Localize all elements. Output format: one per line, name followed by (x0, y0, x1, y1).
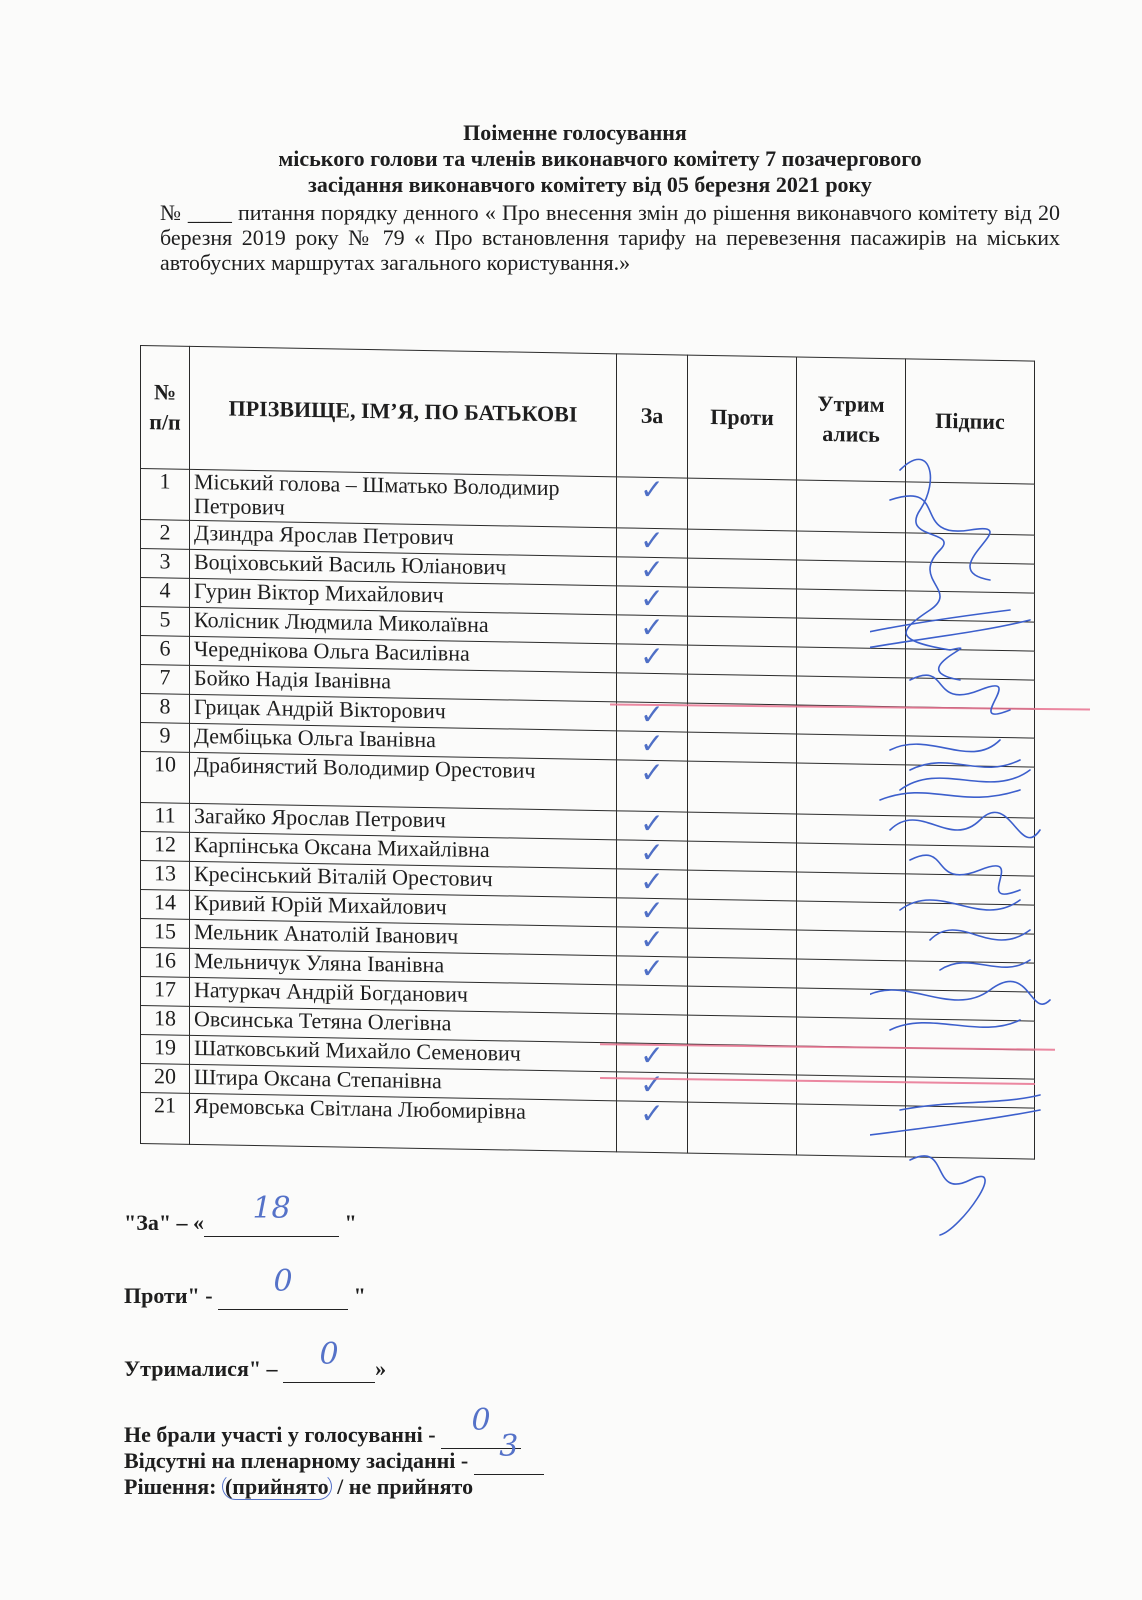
column-header-signature: Підпис (906, 359, 1035, 484)
signature-cell (906, 649, 1035, 680)
signature-cell (906, 562, 1035, 593)
vote-against-cell (688, 899, 797, 930)
check-mark-icon (621, 1014, 683, 1015)
member-name: Гурин Віктор Михайлович (190, 578, 617, 614)
vote-against-cell (688, 761, 797, 814)
row-number: 18 (141, 1006, 190, 1036)
document-subtitle-line-1: міського голови та членів виконавчого комітету 7 позачергового (278, 146, 922, 171)
check-mark-icon: ✓ (640, 610, 664, 645)
signature-cell (906, 591, 1035, 622)
member-name: Воціховський Василь Юліанович (190, 549, 617, 585)
summary-absent-blank (474, 1429, 544, 1475)
column-header-against: Проти (688, 355, 797, 480)
summary-for-label: "За" – « (124, 1210, 205, 1235)
vote-against-cell (688, 732, 797, 763)
check-mark-icon: ✓ (640, 922, 664, 957)
signature-cell (906, 1048, 1035, 1079)
check-mark-icon: ✓ (640, 806, 664, 841)
vote-against-cell (688, 986, 797, 1017)
vote-abstained-cell (797, 872, 906, 903)
column-header-for: За (617, 354, 688, 478)
summary-absent-value: 3 (499, 1429, 519, 1464)
signature-cell (906, 874, 1035, 905)
row-number: 12 (141, 832, 190, 862)
summary-not-participated-value: 0 (471, 1403, 491, 1438)
summary-for-value: 18 (252, 1191, 291, 1226)
vote-for-cell (617, 951, 688, 986)
vote-against-cell (688, 841, 797, 872)
summary-abstained-value: 0 (319, 1337, 339, 1372)
member-name: Шатковський Михайло Семенович (190, 1035, 617, 1071)
vote-for-cell (617, 1096, 688, 1153)
vote-against-cell (688, 529, 797, 560)
signature-cell (906, 990, 1035, 1021)
check-mark-icon: ✓ (640, 472, 664, 507)
summary-against (124, 1264, 366, 1310)
vote-against-cell (688, 703, 797, 734)
vote-abstained-cell (797, 618, 906, 649)
document-title: Поіменне голосування (463, 120, 687, 145)
signature-cell (906, 1106, 1035, 1159)
signature-cell (906, 620, 1035, 651)
summary-against-close: " (348, 1283, 366, 1308)
check-mark-icon: ✓ (640, 1096, 664, 1131)
vote-abstained-cell (797, 531, 906, 562)
vote-against-cell (688, 558, 797, 589)
row-number: 13 (141, 861, 190, 891)
row-number: 11 (141, 803, 190, 833)
signature-cell (906, 482, 1035, 535)
member-name: Карпінська Оксана Михайлівна (190, 832, 617, 868)
table-header-row (141, 346, 1035, 485)
decision-accepted: (прийнято (222, 1473, 332, 1500)
vote-abstained-cell (797, 959, 906, 990)
summary-absent-label: Відсутні на пленарному засіданні - (124, 1448, 474, 1473)
vote-abstained-cell (797, 901, 906, 932)
signature-cell (906, 845, 1035, 876)
row-number: 10 (141, 752, 190, 804)
vote-against-cell (688, 1102, 797, 1155)
vote-against-cell (688, 478, 797, 531)
row-number: 7 (141, 665, 190, 695)
row-number: 6 (141, 636, 190, 666)
summary-for (124, 1191, 357, 1237)
row-number: 16 (141, 948, 190, 978)
row-number: 9 (141, 723, 190, 753)
summary-abstained-close: » (375, 1356, 387, 1381)
signature-cell (906, 816, 1035, 847)
document-subtitle-line-2: засідання виконавчого комітету від 05 березня 2021 року (308, 172, 872, 197)
check-mark-icon: ✓ (640, 639, 664, 674)
summary-decision (124, 1474, 473, 1500)
member-name: Череднікова Ольга Василівна (190, 636, 617, 672)
row-number: 3 (141, 549, 190, 579)
check-mark-icon: ✓ (640, 697, 664, 732)
vote-against-cell (688, 870, 797, 901)
check-mark-icon (621, 673, 683, 674)
member-name: Натуркач Андрій Богданович (190, 977, 617, 1013)
summary-abstained-blank (283, 1337, 375, 1383)
voting-table (140, 345, 1035, 1160)
check-mark-icon (621, 985, 683, 986)
signature-cell (906, 903, 1035, 934)
member-name: Яремовська Світлана Любомирівна (190, 1093, 617, 1151)
check-mark-icon: ✓ (640, 581, 664, 616)
signature-cell (906, 707, 1035, 738)
row-number: 21 (141, 1093, 190, 1145)
check-mark-icon: ✓ (640, 552, 664, 587)
signature-cell (906, 533, 1035, 564)
row-number: 8 (141, 694, 190, 724)
row-number: 4 (141, 578, 190, 608)
vote-abstained-cell (797, 480, 906, 533)
check-mark-icon: ✓ (640, 726, 664, 761)
column-header-name: ПРІЗВИЩЕ, ІМ’Я, ПО БАТЬКОВІ (190, 346, 617, 476)
vote-abstained-cell (797, 734, 906, 765)
check-mark-icon: ✓ (640, 755, 664, 790)
check-mark-icon: ✓ (640, 1038, 664, 1073)
member-name: Дембіцька Ольга Іванівна (190, 723, 617, 759)
vote-abstained-cell (797, 988, 906, 1019)
vote-abstained-cell (797, 676, 906, 707)
member-name: Бойко Надія Іванівна (190, 665, 617, 701)
row-number: 17 (141, 977, 190, 1007)
vote-abstained-cell (797, 705, 906, 736)
member-name: Міський голова – Шматько Володимир Петрович (190, 469, 617, 527)
member-name: Загайко Ярослав Петрович (190, 803, 617, 839)
vote-against-cell (688, 1044, 797, 1075)
decision-not-accepted: / не прийнято (331, 1474, 474, 1499)
summary-not-participated-label: Не брали участі у голосуванні - (124, 1422, 442, 1447)
check-mark-icon: ✓ (640, 893, 664, 928)
vote-against-cell (688, 645, 797, 676)
vote-abstained-cell (797, 647, 906, 678)
member-name: Кривий Юрій Михайлович (190, 890, 617, 926)
vote-against-cell (688, 928, 797, 959)
row-number: 14 (141, 890, 190, 920)
check-mark-icon: ✓ (640, 523, 664, 558)
member-name: Дзиндра Ярослав Петрович (190, 520, 617, 556)
vote-against-cell (688, 616, 797, 647)
column-header-abstained: Утрим ались (797, 357, 906, 482)
vote-abstained-cell (797, 814, 906, 845)
summary-not-participated (124, 1403, 521, 1449)
vote-for-cell (617, 639, 688, 674)
signature-cell (906, 932, 1035, 963)
signature-cell (906, 961, 1035, 992)
vote-abstained-cell (797, 1104, 906, 1157)
vote-abstained-cell (797, 763, 906, 816)
row-number: 15 (141, 919, 190, 949)
column-header-number: № п/п (141, 346, 190, 470)
summary-abstained-label: Утрималися" – (124, 1356, 284, 1381)
vote-against-cell (688, 587, 797, 618)
signature-cell (906, 765, 1035, 818)
summary-against-blank (218, 1264, 348, 1310)
signature-cell (906, 1019, 1035, 1050)
check-mark-icon: ✓ (640, 835, 664, 870)
signature-cell (906, 736, 1035, 767)
vote-against-cell (688, 812, 797, 843)
vote-abstained-cell (797, 930, 906, 961)
summary-decision-label: Рішення: (124, 1474, 222, 1499)
agenda-question: № ____ питання порядку денного « Про внесення змін до рішення виконавчого комітету від 20 березня 2019 року № 79 « Про встановлення тарифу на перевезення пасажирів на міських автобусних маршрутах загального користування.» (160, 200, 1060, 275)
vote-abstained-cell (797, 589, 906, 620)
member-name: Колісник Людмила Миколаївна (190, 607, 617, 643)
summary-for-close: " (339, 1210, 357, 1235)
member-name: Грицак Андрій Вікторович (190, 694, 617, 730)
member-name: Драбинястий Володимир Орестович (190, 752, 617, 810)
vote-for-cell (617, 985, 688, 1015)
vote-abstained-cell (797, 1017, 906, 1048)
member-name: Овсинська Тетяна Олегівна (190, 1006, 617, 1042)
row-number: 1 (141, 469, 190, 521)
member-name: Штира Оксана Степанівна (190, 1064, 617, 1100)
check-mark-icon: ✓ (640, 951, 664, 986)
summary-abstained (124, 1337, 387, 1383)
check-mark-icon: ✓ (640, 1067, 664, 1102)
vote-abstained-cell (797, 1046, 906, 1077)
summary-against-label: Проти" - (124, 1283, 219, 1308)
vote-against-cell (688, 674, 797, 705)
vote-against-cell (688, 957, 797, 988)
summary-for-blank (204, 1191, 339, 1237)
member-name: Мельник Анатолій Іванович (190, 919, 617, 955)
summary-against-value: 0 (273, 1264, 293, 1299)
vote-against-cell (688, 1015, 797, 1046)
vote-for-cell (617, 472, 688, 529)
signature-cell (906, 678, 1035, 709)
vote-for-cell (617, 755, 688, 812)
member-name: Кресінський Віталій Орестович (190, 861, 617, 897)
row-number: 5 (141, 607, 190, 637)
row-number: 2 (141, 520, 190, 550)
vote-abstained-cell (797, 843, 906, 874)
vote-abstained-cell (797, 560, 906, 591)
row-number: 20 (141, 1064, 190, 1094)
member-name: Мельничук Уляна Іванівна (190, 948, 617, 984)
check-mark-icon: ✓ (640, 864, 664, 899)
row-number: 19 (141, 1035, 190, 1065)
